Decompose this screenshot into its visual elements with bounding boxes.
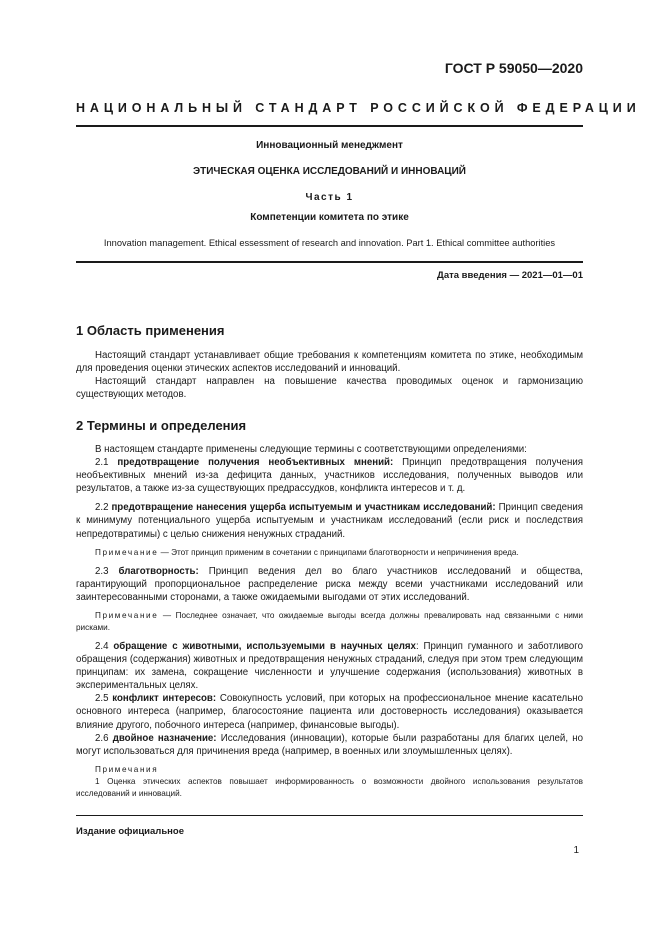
document-part-title: Компетенции комитета по этике [250, 212, 409, 223]
note-2: Примечание — Последнее означает, что ожидаемые выгоды всегда должны превалировать над связанными с ними рисками. [76, 610, 583, 632]
section-2-intro: В настоящем стандарте применены следующие термины с соответствующими определениями: [95, 444, 527, 455]
document-part: Часть 1 [305, 192, 354, 203]
document-main-title: ЭТИЧЕСКАЯ ОЦЕНКА ИССЛЕДОВАНИЙ И ИННОВАЦИЙ [193, 166, 466, 177]
term-2-3-name: благотворность: [118, 565, 199, 577]
term-2-3: 2.3 благотворность: Принцип ведения дел во благо участников исследований и общества, гарантирующий пропорциональное распределение риска между всеми участниками исследований или заинтересованными сторонами, а также ожидаемыми выгодами от этих исследований. [76, 565, 583, 603]
english-title: Innovation management. Ethical essessment of research and innovation. Part 1. Ethical committee authorities [103, 238, 556, 248]
term-2-5: 2.5 конфликт интересов: Совокупность условий, при которых на профессиональное мнение касательно основного интереса (например, благосостояние пациента или достоверность исследования) оказывается влияние другого, побочного интереса (например, финансовые выгоды). [76, 693, 583, 731]
introduction-date: Дата введения — 2021—01—01 [437, 270, 583, 281]
footer-rule [76, 815, 583, 816]
term-2-5-name: конфликт интересов: [112, 693, 217, 705]
notes-item-1: 1 Оценка этических аспектов повышает информированность о возможности двойного использования результатов исследований и инноваций. [76, 776, 583, 798]
title-bottom-rule [76, 261, 583, 263]
term-2-1: 2.1 предотвращение получения необъективных мнений: Принцип предотвращения получения необъективных мнений из-за дефицита данных, участников исследования, полученных выводов или результатов, а также из-за существующих предрассудков, конфликта интересов и т. д. [76, 457, 583, 495]
section-2-heading: 2 Термины и определения [76, 418, 247, 433]
term-2-4-name: обращение с животными, используемыми в научных целях [113, 640, 416, 652]
top-rule [76, 125, 583, 127]
section-1-paragraph-1: Настоящий стандарт устанавливает общие требования к компетенциям комитета по этике, необходимым для проведения оценки этических аспектов исследований и инноваций. [76, 350, 583, 375]
national-standard-banner: НАЦИОНАЛЬНЫЙ СТАНДАРТ РОССИЙСКОЙ ФЕДЕРАЦИИ [76, 101, 641, 115]
term-2-4: 2.4 обращение с животными, используемыми в научных целях: Принцип гуманного и заботливого обращения (содержания) животных и предотвращения ненужных страданий, следуя при этом трем следующим принципам: их замена, сокращение численности и улучшение содержания (использования) животных в экспериментальных целях. [76, 640, 583, 692]
section-1-heading: 1 Область применения [76, 323, 225, 338]
note-1-label: Примечание [95, 547, 159, 557]
term-2-2: 2.2 предотвращение нанесения ущерба испытуемым и участникам исследований: Принцип сведения к минимуму потенциального ущерба испытуемым и участникам исследований (если риск и последствия непредотвратимы) с целью снижения ненужных страданий. [76, 502, 583, 540]
official-edition-label: Издание официальное [76, 826, 184, 837]
section-1-body [76, 349, 583, 401]
term-2-6-name: двойное назначение: [112, 732, 217, 744]
section-1-paragraph-2: Настоящий стандарт направлен на повышение качества проводимых оценок и гармонизацию существующих методов. [76, 376, 583, 401]
section-2-body [76, 443, 583, 800]
term-2-6: 2.6 двойное назначение: Исследования (инновации), которые были разработаны для благих целей, но могут использоваться для причинения вреда (например, в военных или злоумышленных целях). [76, 732, 583, 757]
document-subtitle: Инновационный менеджмент [256, 140, 403, 151]
note-1: Примечание — Этот принцип применим в сочетании с принципами благотворности и непричинения вреда. [95, 547, 519, 557]
notes-heading: Примечания [95, 764, 159, 774]
page-number: 1 [573, 845, 579, 856]
term-2-1-name: предотвращение получения необъективных мнений: [117, 457, 394, 469]
document-code: ГОСТ Р 59050—2020 [444, 60, 583, 76]
note-2-label: Примечание [95, 610, 159, 620]
term-2-2-name: предотвращение нанесения ущерба испытуемым и участникам исследований: [111, 502, 496, 514]
